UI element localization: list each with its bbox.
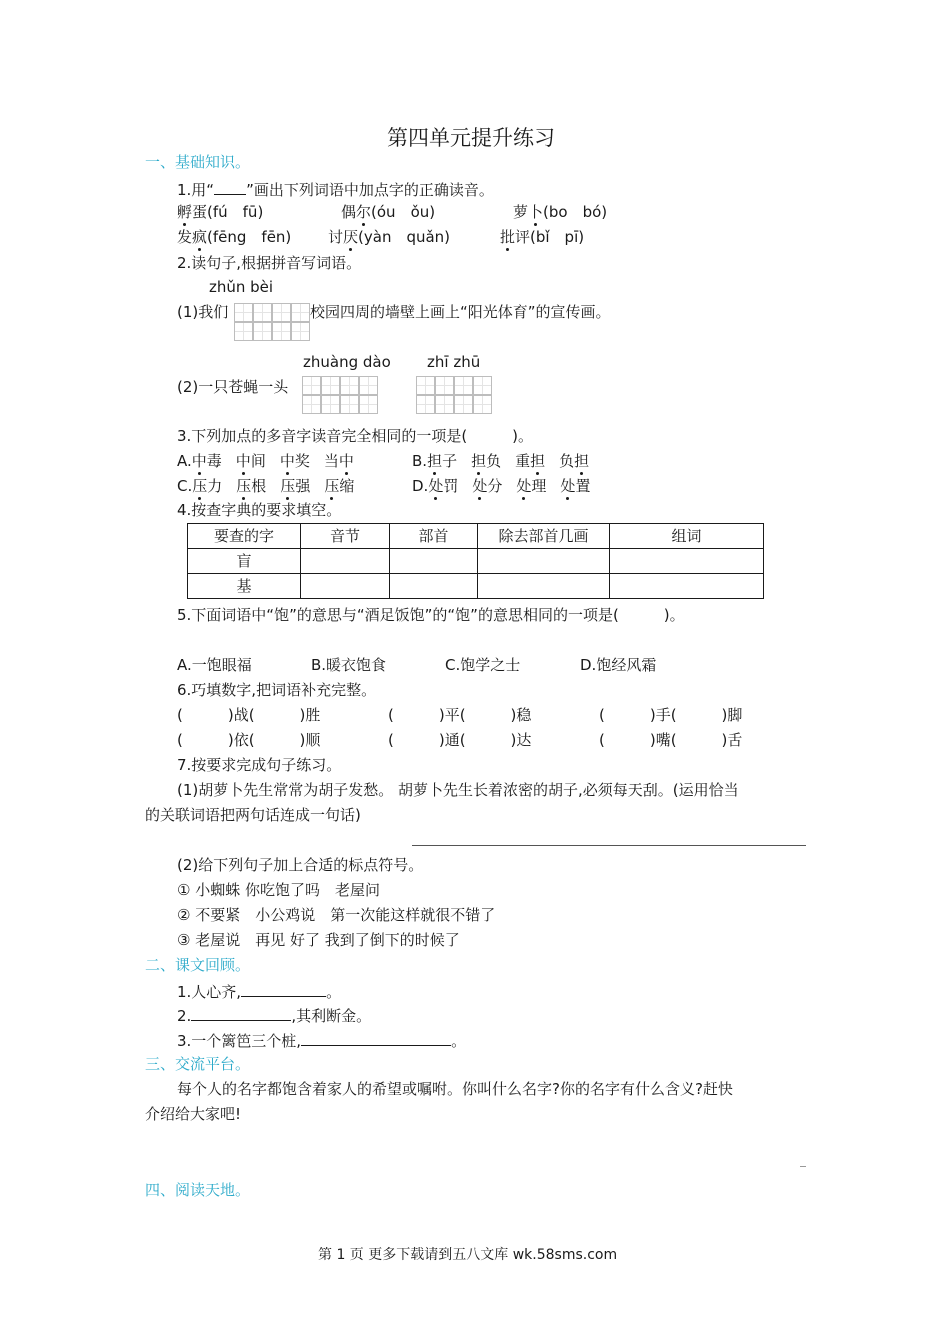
q1-item-3: 萝卜(bo bó) <box>513 203 608 221</box>
q5-option-d: D.饱经风霜 <box>580 656 657 674</box>
table-cell-blank[interactable] <box>478 574 610 599</box>
q6-idiom: ( )平( )稳 <box>388 706 532 724</box>
q1-item-1: 孵蛋(fú fū) <box>177 203 264 221</box>
q7-sentence-2: (2)给下列句子加上合适的标点符号。 <box>177 856 424 874</box>
q6-idiom: ( )手( )脚 <box>599 706 743 724</box>
page-footer: 第 1 页 更多下载请到五八文库 wk.58sms.com <box>318 1247 618 1263</box>
section-heading-reading: 四、阅读天地。 <box>145 1181 251 1199</box>
table-header: 组词 <box>610 524 764 549</box>
q6-idiom: ( )通( )达 <box>388 731 532 749</box>
pinyin-zhunbei: zhǔn bèi <box>209 278 274 296</box>
dictionary-table <box>187 523 764 599</box>
q3-option-b: B.担子 担负 重担 负担 <box>412 452 590 470</box>
fill-blank[interactable] <box>191 1004 291 1021</box>
exchange-text-line-2: 介绍给大家吧! <box>145 1105 242 1123</box>
review-line-1: 1.人心齐, 。 <box>177 980 341 1002</box>
table-cell-blank[interactable] <box>390 549 478 574</box>
section-heading-basics: 一、基础知识。 <box>145 153 251 171</box>
q1-stem: 1.用“ ”画出下列词语中加点字的正确读音。 <box>177 178 494 200</box>
table-cell-blank[interactable] <box>610 549 764 574</box>
writing-grid-zhuangdao[interactable] <box>302 376 378 414</box>
q5-option-b: B.暖衣饱食 <box>311 656 387 674</box>
review-line-2: 2. ,其利断金。 <box>177 1004 371 1026</box>
q7-punct-item-1: ① 小蜘蛛 你吃饱了吗 老屋问 <box>177 881 380 899</box>
pinyin-zhizhu: zhī zhū <box>427 353 481 371</box>
writing-grid-zhunbei[interactable] <box>234 303 310 341</box>
table-header: 除去部首几画 <box>478 524 610 549</box>
table-cell-char: 基 <box>188 574 301 599</box>
q1-item-5: 讨厌(yàn quǎn) <box>328 228 451 246</box>
q3-option-a: A.中毒 中间 中奖 当中 <box>177 452 354 470</box>
section-heading-exchange: 三、交流平台。 <box>145 1055 251 1073</box>
fill-blank[interactable] <box>301 1029 451 1046</box>
table-header: 要查的字 <box>188 524 301 549</box>
q2-sentence-1-end: 校园四周的墙壁上画上“阳光体育”的宣传画。 <box>310 303 611 321</box>
table-cell-blank[interactable] <box>478 549 610 574</box>
q4-stem: 4.按查字典的要求填空。 <box>177 501 342 519</box>
q3-option-d: D.处罚 处分 处理 处置 <box>412 477 591 495</box>
pinyin-zhuangdao: zhuàng dào <box>303 353 391 371</box>
q6-idiom: ( )嘴( )舌 <box>599 731 743 749</box>
q6-idiom: ( )战( )胜 <box>177 706 321 724</box>
q7-punct-item-2: ② 不要紧 小公鸡说 第一次能这样就很不错了 <box>177 906 496 924</box>
table-cell-char: 盲 <box>188 549 301 574</box>
q1-item-2: 偶尔(óu ǒu) <box>341 203 436 221</box>
q5-option-a: A.一饱眼福 <box>177 656 252 674</box>
q2-stem: 2.读句子,根据拼音写词语。 <box>177 254 362 272</box>
q1-item-6: 批评(bǐ pī) <box>500 228 585 246</box>
q7-sentence-1-line-1: (1)胡萝卜先生常常为胡子发愁。 胡萝卜先生长着浓密的胡子,必须每天刮。(运用恰当 <box>177 781 739 799</box>
table-cell-blank[interactable] <box>301 574 390 599</box>
table-cell-blank[interactable] <box>390 574 478 599</box>
q7-sentence-1-line-2: 的关联词语把两句话连成一句话) <box>145 806 361 824</box>
table-header: 音节 <box>301 524 390 549</box>
underline-sample <box>214 178 246 195</box>
answer-line[interactable] <box>412 845 806 846</box>
fill-blank[interactable] <box>241 980 326 997</box>
table-cell-blank[interactable] <box>610 574 764 599</box>
q1-item-4: 发疯(fēng fēn) <box>177 228 292 246</box>
table-row <box>188 549 764 574</box>
q6-stem: 6.巧填数字,把词语补充完整。 <box>177 681 377 699</box>
table-row <box>188 574 764 599</box>
q5-option-c: C.饱学之士 <box>445 656 521 674</box>
q5-stem: 5.下面词语中“饱”的意思与“酒足饭饱”的“饱”的意思相同的一项是( )。 <box>177 606 685 624</box>
q7-stem: 7.按要求完成句子练习。 <box>177 756 342 774</box>
q7-punct-item-3: ③ 老屋说 再见 好了 我到了倒下的时候了 <box>177 931 460 949</box>
table-header: 部首 <box>390 524 478 549</box>
q3-option-c: C.压力 压根 压强 压缩 <box>177 477 355 495</box>
writing-grid-zhizhu[interactable] <box>416 376 492 414</box>
exchange-text-line-1: 每个人的名字都饱含着家人的希望或嘱咐。你叫什么名字?你的名字有什么含义?赶快 <box>177 1080 733 1098</box>
q2-sentence-2-start: (2)一只苍蝇一头 <box>177 378 289 396</box>
q6-idiom: ( )依( )顺 <box>177 731 321 749</box>
review-line-3: 3.一个篱笆三个桩, 。 <box>177 1029 466 1051</box>
section-heading-review: 二、课文回顾。 <box>145 956 251 974</box>
q3-stem: 3.下列加点的多音字读音完全相同的一项是( )。 <box>177 427 534 445</box>
table-cell-blank[interactable] <box>301 549 390 574</box>
table-header-row <box>188 524 764 549</box>
page-title: 第四单元提升练习 <box>387 126 555 150</box>
q2-sentence-1-start: (1)我们 <box>177 303 229 321</box>
stray-mark <box>800 1166 806 1167</box>
